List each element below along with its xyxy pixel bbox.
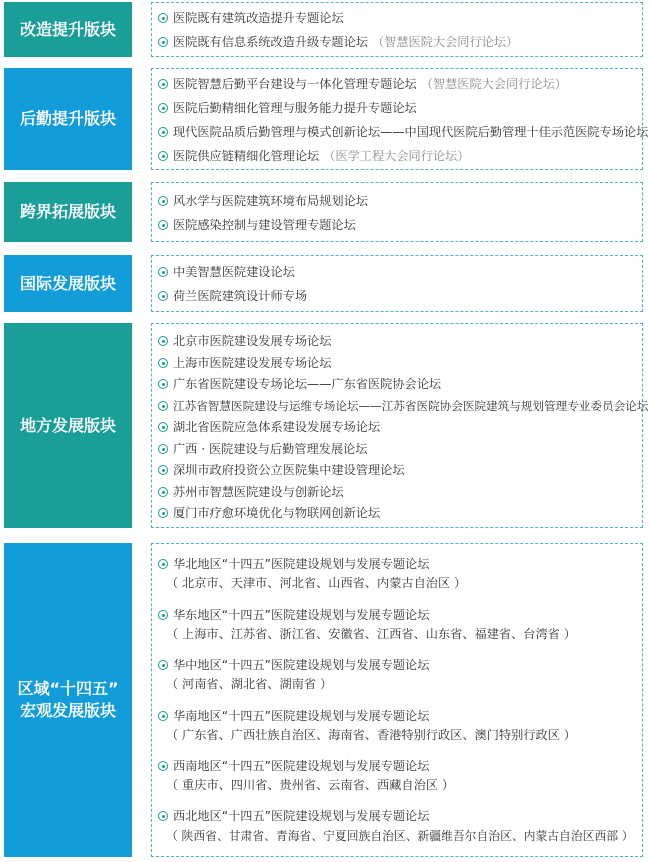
section-title-line2: 宏观发展版块 [19,701,116,720]
bullet-icon [158,37,168,47]
forum-title: 华北地区“十四五”医院建设规划与发展专题论坛 [173,557,430,571]
forum-item [158,333,640,349]
forum-title: 医院既有建筑改造提升专题论坛 [173,11,344,25]
forum-item [158,264,640,280]
forum-title: 苏州市智慧医院建设与创新论坛 [173,485,344,499]
bullet-icon [158,811,168,821]
bullet-icon [158,220,168,230]
forum-regions: （ 重庆市、四川省、贵州省、云南省、西藏自治区 ） [166,778,455,792]
forum-title: 荷兰医院建筑设计师专场 [173,289,308,303]
forum-item [158,657,640,673]
forum-title: 华中地区“十四五”医院建设规划与发展专题论坛 [173,658,430,672]
section-title: 跨界拓展版块 [4,182,132,242]
forum-title: 北京市医院建设发展专场论坛 [173,334,332,348]
forum-title: 上海市医院建设发展专场论坛 [173,356,332,370]
forum-item [158,708,640,724]
forum-item [158,148,640,164]
bullet-icon [158,422,168,432]
forum-regions: （ 广东省、广西壮族自治区、海南省、香港特别行政区、澳门特别行政区 ） [166,728,576,742]
forum-title: 医院既有信息系统改造升级专题论坛 [173,35,368,49]
bullet-icon [158,151,168,161]
bullet-icon [158,660,168,670]
forum-item [158,76,640,92]
forum-title: 医院后勤精细化管理与服务能力提升专题论坛 [173,101,417,115]
bullet-icon [158,267,168,277]
bullet-icon [158,79,168,89]
bullet-icon [158,465,168,475]
bullet-icon [158,103,168,113]
section-title [4,543,132,857]
forum-item [158,193,640,209]
section-title-line1: 区域“十四五” [17,679,119,698]
forum-regions: （ 北京市、天津市、河北省、山西省、内蒙古自治区 ） [166,576,467,590]
forum-title: 医院供应链精细化管理论坛 [173,149,320,163]
forum-title: 广西 · 医院建设与后勤管理发展论坛 [173,442,368,456]
forum-item [158,217,640,233]
bullet-icon [158,336,168,346]
forum-title: 现代医院品质后勤管理与模式创新论坛——中国现代医院后勤管理十佳示范医院专场论坛 [173,125,649,139]
forum-item [158,758,640,774]
forum-title: 华东地区“十四五”医院建设规划与发展专题论坛 [173,608,430,622]
forum-title: 厦门市疗愈环境优化与物联网创新论坛 [173,506,381,520]
bullet-icon [158,13,168,23]
bullet-icon [158,444,168,454]
forum-title: 华南地区“十四五”医院建设规划与发展专题论坛 [173,709,430,723]
bullet-icon [158,127,168,137]
forum-note: （智慧医院大会同行论坛） [372,35,519,49]
forum-title: 西北地区“十四五”医院建设规划与发展专题论坛 [173,809,430,823]
forum-note: （医学工程大会同行论坛） [323,149,470,163]
forum-item [158,288,640,304]
forum-title: 西南地区“十四五”医院建设规划与发展专题论坛 [173,759,430,773]
forum-item [158,462,640,478]
forum-regions: （ 河南省、湖北省、湖南省 ） [166,677,333,691]
forum-list [151,182,643,242]
forum-list [151,2,643,57]
forum-item [158,484,640,500]
forum-list [151,68,649,170]
forum-regions: （ 陕西省、甘肃省、青海省、宁夏回族自治区、新疆维吾尔自治区、内蒙古自治区西部 ） [166,829,634,843]
forum-list [151,323,649,528]
section-title: 后勤提升版块 [4,68,132,170]
section-crossover [0,182,650,242]
forum-title: 中美智慧医院建设论坛 [173,265,295,279]
forum-item [158,505,640,521]
bullet-icon [158,379,168,389]
section-regional [0,543,650,857]
bullet-icon [158,610,168,620]
forum-item [158,607,640,623]
forum-item [158,441,640,457]
forum-item [158,100,640,116]
section-title: 国际发展版块 [4,255,132,312]
bullet-icon [158,761,168,771]
section-local [0,323,650,528]
forum-title: 深圳市政府投资公立医院集中建设管理论坛 [173,463,405,477]
forum-list [151,255,643,312]
forum-item [158,34,640,50]
forum-title: 湖北省医院应急体系建设发展专场论坛 [173,420,381,434]
bullet-icon [158,401,168,411]
forum-note: （智慧医院大会同行论坛） [420,77,567,91]
section-title: 地方发展版块 [4,323,132,528]
forum-item [158,355,640,371]
forum-list [151,543,643,857]
bullet-icon [158,358,168,368]
forum-item [158,398,649,414]
bullet-icon [158,291,168,301]
section-logistics [0,68,650,170]
bullet-icon [158,508,168,518]
forum-item [158,376,640,392]
forum-title: 广东省医院建设专场论坛——广东省医院协会论坛 [173,377,442,391]
section-renovation [0,2,650,57]
forum-item [158,808,640,824]
forum-title: 医院智慧后勤平台建设与一体化管理专题论坛 [173,77,417,91]
bullet-icon [158,559,168,569]
forum-regions: （ 上海市、江苏省、浙江省、安徽省、江西省、山东省、福建省、台湾省 ） [166,627,576,641]
forum-item [158,124,649,140]
forum-title: 江苏省智慧医院建设与运维专场论坛——江苏省医院协会医院建筑与规划管理专业委员会论坛 [173,399,649,413]
forum-item [158,556,640,572]
forum-item [158,419,640,435]
forum-item [158,10,640,26]
section-international [0,255,650,312]
bullet-icon [158,487,168,497]
forum-title: 风水学与医院建筑环境布局规划论坛 [173,194,368,208]
bullet-icon [158,711,168,721]
bullet-icon [158,196,168,206]
forum-title: 医院感染控制与建设管理专题论坛 [173,218,356,232]
section-title: 改造提升版块 [4,2,132,57]
